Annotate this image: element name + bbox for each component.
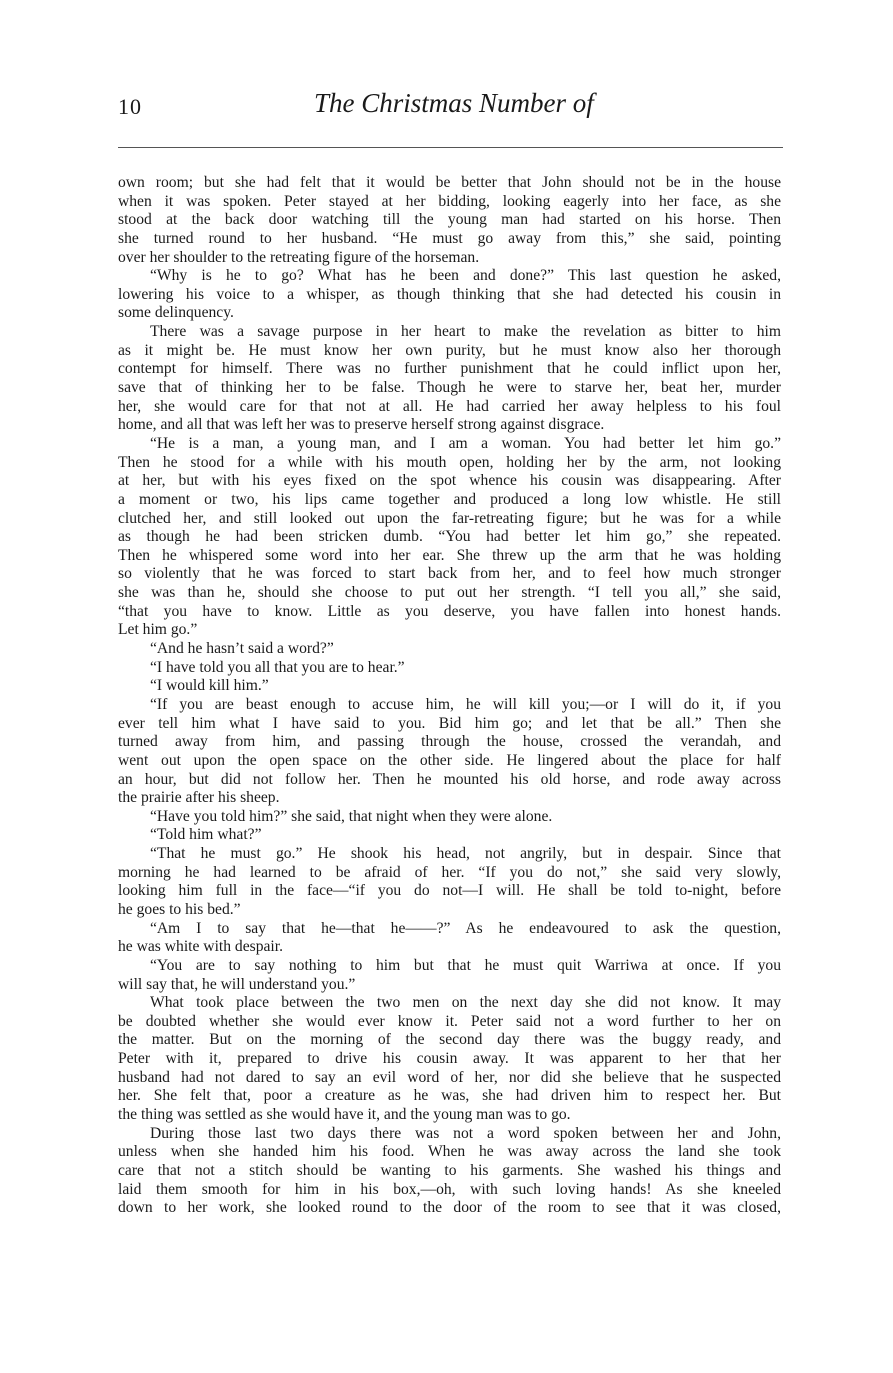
text-line: save that of thinking her to be false. Though he were to starve her, beat her, murder bbox=[118, 379, 781, 397]
text-line: ever tell him what I have said to you. Bid him go; and let that be all.” Then she bbox=[118, 714, 781, 732]
text-line: “Am I to say that he—that he——?” As he endeavoured to ask the question, bbox=[150, 919, 781, 937]
text-line: the thing was settled as she would have it, and the young man was to go. bbox=[118, 1106, 571, 1124]
text-line: he was white with despair. bbox=[118, 938, 283, 956]
text-line: “He is a man, a young man, and I am a woman. You had better let him go.” bbox=[150, 434, 781, 452]
text-line: he goes to his bed.” bbox=[118, 900, 241, 918]
text-line: “That he must go.” He shook his head, not angrily, but in despair. Since that bbox=[150, 845, 781, 863]
text-line: morning he had learned to be afraid of her. “If you do not,” she said very slowly, bbox=[118, 863, 781, 881]
running-title: The Christmas Number of bbox=[314, 88, 594, 118]
text-line: home, and all that was left her was to preserve herself strong against disgrace. bbox=[118, 416, 605, 434]
text-line: Let him go.” bbox=[118, 621, 198, 639]
text-line: her, she would care for that not at all. He had carried her away helpless to his foul bbox=[118, 397, 781, 415]
text-line: There was a savage purpose in her heart to make the revelation as bitter to him bbox=[150, 323, 781, 341]
text-line: lowering his voice to a whisper, as though thinking that she had detected his cousin in bbox=[118, 285, 781, 303]
running-head bbox=[118, 88, 783, 128]
text-line: at her, but with his eyes fixed on the spot whence his cousin was disappearing. After bbox=[118, 472, 781, 490]
page-number: 10 bbox=[118, 94, 142, 119]
text-line: clutched her, and still looked out upon the far-retreating figure; but he was for a while bbox=[118, 509, 781, 527]
text-line: contempt for himself. There was no further punishment that he could inflict upon her, bbox=[118, 360, 781, 378]
text-line: her. She felt that, poor a creature as he was, she had driven him to respect her. But bbox=[118, 1087, 781, 1105]
text-line: be doubted whether she would ever know it. Peter said not a word further to her on bbox=[118, 1012, 781, 1030]
text-line: husband had not dared to say an evil word of her, nor did she believe that he suspected bbox=[118, 1068, 781, 1086]
text-line: she was than he, should she choose to put out her strength. “I tell you all,” she said, bbox=[118, 584, 781, 602]
text-line: “You are to say nothing to him but that he must quit Warriwa at once. If you bbox=[150, 956, 781, 974]
text-line: unless when she handed him his food. When he was away across the land she took bbox=[118, 1143, 781, 1161]
text-line: “Why is he to go? What has he been and done?” This last question he asked, bbox=[150, 267, 781, 285]
text-line: when it was spoken. Peter stayed at her bidding, looking eagerly into her face, as she bbox=[118, 192, 781, 210]
text-line: turned away from him, and passing through the house, crossed the verandah, and bbox=[118, 733, 781, 751]
text-line: over her shoulder to the retreating figure of the horseman. bbox=[118, 248, 480, 266]
text-line: “I would kill him.” bbox=[150, 677, 269, 695]
text-line: care that not a stitch should be wanting to his garments. She washed his things and bbox=[118, 1161, 781, 1179]
text-line: Then he whispered some word into her ear. She threw up the arm that he was holding bbox=[118, 546, 781, 564]
text-line: “I have told you all that you are to hear.” bbox=[150, 658, 405, 676]
text-line: laid them smooth for him in his box,—oh, with such loving hands! As she kneeled bbox=[118, 1180, 781, 1198]
text-line: will say that, he will understand you.” bbox=[118, 975, 356, 993]
text-line: an hour, but did not follow her. Then he mounted his old horse, and rode away across bbox=[118, 770, 781, 788]
text-line: “Told him what?” bbox=[150, 826, 262, 844]
body-text bbox=[118, 174, 781, 1218]
text-line: looking him full in the face—“if you do not—I will. He shall be told to-night, before bbox=[118, 882, 781, 900]
text-line: so violently that he was forced to start back from her, and to feel how much stronger bbox=[118, 565, 781, 583]
text-line: some delinquency. bbox=[118, 304, 234, 322]
text-line: as it might be. He must know her own purity, but he must know also her thorough bbox=[118, 341, 781, 359]
text-line: Then he stood for a while with his mouth open, holding her by the arm, not looking bbox=[118, 453, 781, 471]
text-line: the matter. But on the morning of the second day there was the buggy ready, and bbox=[118, 1031, 781, 1049]
text-line: stood at the back door watching till the young man had started on his horse. Then bbox=[118, 211, 781, 229]
text-line: Peter with it, prepared to drive his cousin away. It was apparent to her that her bbox=[118, 1050, 781, 1068]
text-line: During those last two days there was not a word spoken between her and John, bbox=[150, 1124, 781, 1142]
text-line: “Have you told him?” she said, that night when they were alone. bbox=[150, 807, 553, 825]
text-line: she turned round to her husband. “He must go away from this,” she said, pointing bbox=[118, 229, 781, 247]
text-line: “And he hasn’t said a word?” bbox=[150, 640, 334, 658]
text-line: “that you have to know. Little as you deserve, you have fallen into honest hands. bbox=[118, 602, 781, 620]
text-line: What took place between the two men on the next day she did not know. It may bbox=[150, 994, 781, 1012]
header-rule bbox=[118, 147, 783, 148]
text-line: the prairie after his sheep. bbox=[118, 789, 280, 807]
text-line: a moment or two, his lips came together and produced a long low whistle. He still bbox=[118, 490, 781, 508]
text-line: “If you are beast enough to accuse him, he will kill you;—or I will do it, if you bbox=[150, 695, 781, 713]
text-line: down to her work, she looked round to the door of the room to see that it was closed, bbox=[118, 1199, 781, 1217]
text-line: own room; but she had felt that it would be better that John should not be in the house bbox=[118, 174, 781, 191]
text-line: went out upon the open space on the other side. He lingered about the place for half bbox=[118, 751, 781, 769]
text-line: as though he had been stricken dumb. “You had better let him go,” she repeated. bbox=[118, 528, 781, 546]
